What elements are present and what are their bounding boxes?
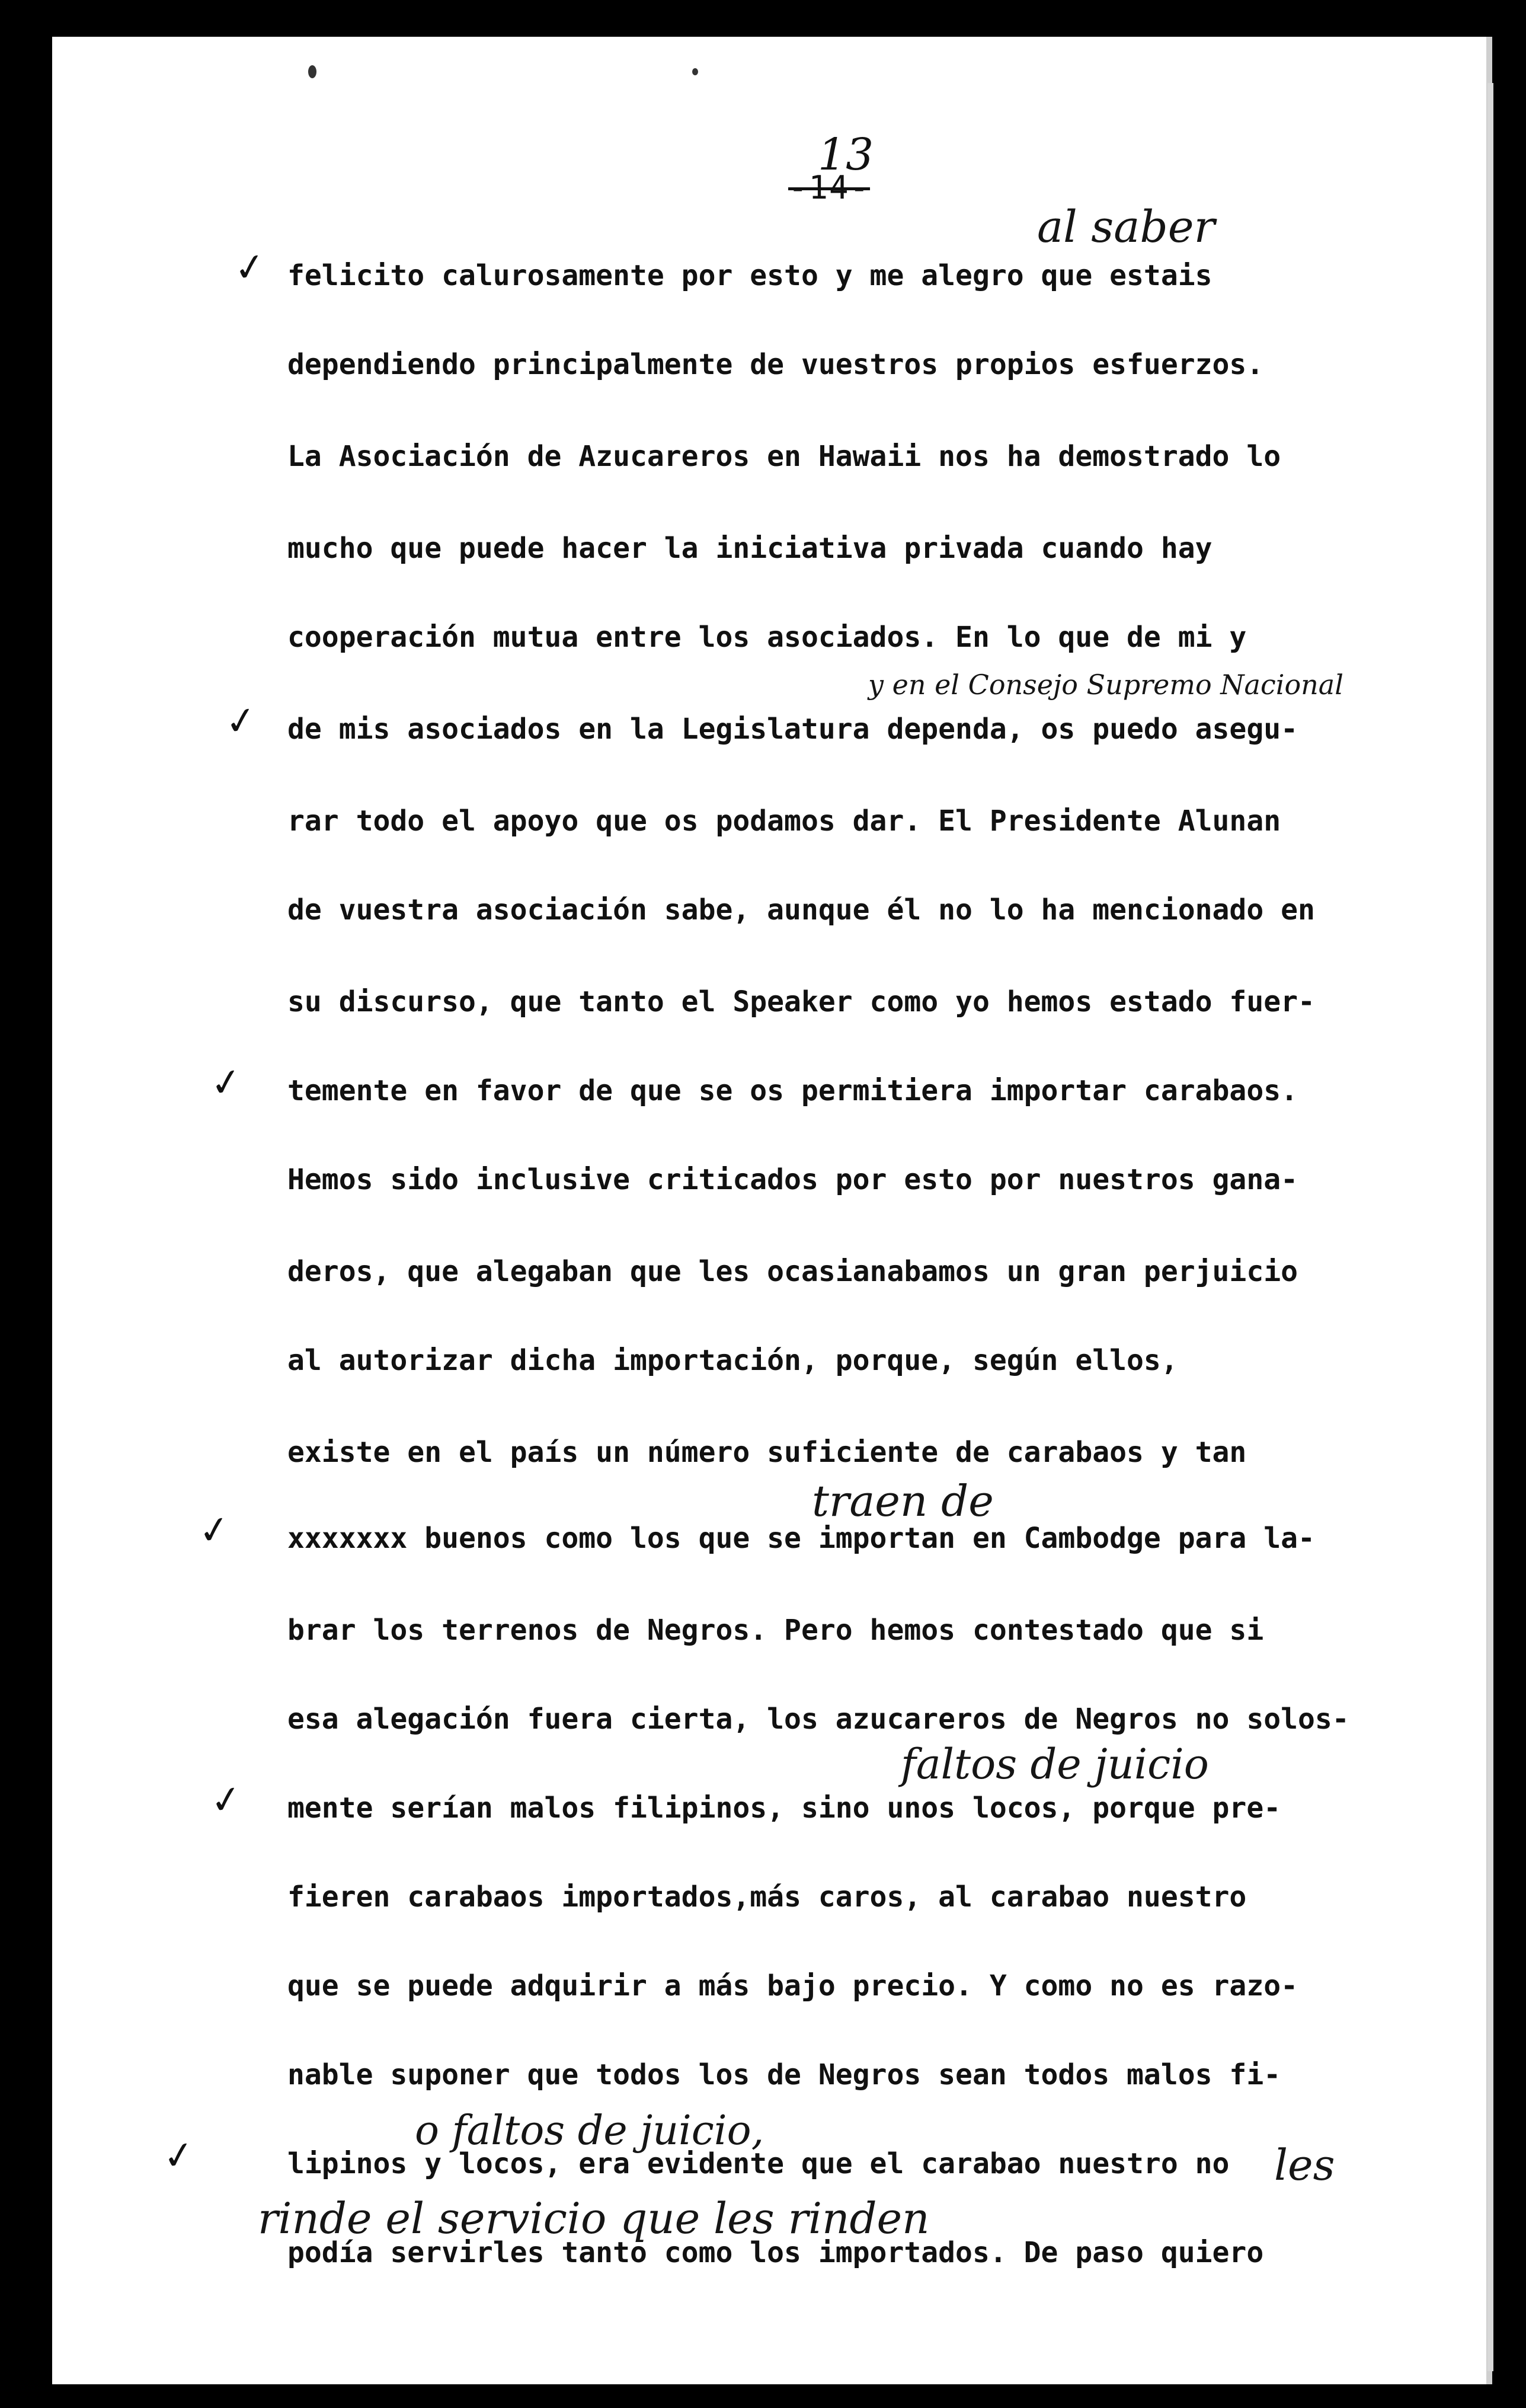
check-mark-icon: ✓ xyxy=(160,2132,198,2180)
text-line: felicito calurosamente por esto y me alegro que estais xyxy=(287,259,1213,292)
handwritten-annotation: al saber xyxy=(1037,202,1215,253)
text-line: lipinos y locos, era evidente que el carabao nuestro no xyxy=(287,2147,1230,2180)
check-mark-icon: ✓ xyxy=(207,1059,245,1107)
check-mark-icon: ✓ xyxy=(231,244,269,292)
text-line: dependiendo principalmente de vuestros propios esfuerzos. xyxy=(287,348,1264,381)
handwritten-annotation: o faltos de juicio, xyxy=(415,2107,764,2154)
text-line: brar los terrenos de Negros. Pero hemos contestado que si xyxy=(287,1614,1264,1647)
text-line: al autorizar dicha importación, porque, según ellos, xyxy=(287,1344,1178,1377)
text-line: cooperación mutua entre los asociados. En lo que de mi y xyxy=(287,621,1247,654)
paper-speck xyxy=(308,65,316,78)
text-line: rar todo el apoyo que os podamos dar. El Presidente Alunan xyxy=(287,804,1281,838)
document-page xyxy=(52,37,1492,2384)
check-mark-icon: ✓ xyxy=(196,1506,233,1555)
text-line: de vuestra asociación sabe, aunque él no lo ha mencionado en xyxy=(287,893,1315,927)
text-line: podía servirles tanto como los importados. De paso quiero xyxy=(287,2236,1264,2269)
handwritten-annotation: les xyxy=(1274,2140,1335,2190)
page-number-handwritten: 13 xyxy=(818,129,874,180)
handwritten-annotation: rinde el servicio que les rinden xyxy=(258,2193,930,2243)
text-line: fieren carabaos importados,más caros, al carabao nuestro xyxy=(287,1880,1247,1914)
text-line: temente en favor de que se os permitiera importar carabaos. xyxy=(287,1074,1298,1107)
handwritten-annotation: faltos de juicio xyxy=(901,1740,1209,1789)
text-line: que se puede adquirir a más bajo precio. Y como no es razo- xyxy=(287,1969,1298,2003)
text-line: xxxxxxx buenos como los que se importan en Cambodge para la- xyxy=(287,1522,1315,1555)
handwritten-annotation: y en el Consejo Supremo Nacional xyxy=(868,669,1343,701)
check-mark-icon: ✓ xyxy=(207,1776,245,1825)
text-line: de mis asociados en la Legislatura dependa, os puedo asegu- xyxy=(287,713,1298,746)
text-line: su discurso, que tanto el Speaker como yo hemos estado fuer- xyxy=(287,985,1315,1018)
text-line: existe en el país un número suficiente de carabaos y tan xyxy=(287,1436,1247,1469)
text-line: nable suponer que todos los de Negros sean todos malos fi- xyxy=(287,2058,1281,2091)
text-line: La Asociación de Azucareros en Hawaii nos ha demostrado lo xyxy=(287,440,1281,473)
paper-speck xyxy=(692,68,698,75)
handwritten-annotation: traen de xyxy=(812,1476,994,1526)
text-line: Hemos sido inclusive criticados por esto por nuestros gana- xyxy=(287,1163,1298,1196)
page-edge xyxy=(1487,83,1493,2371)
check-mark-icon: ✓ xyxy=(222,697,260,746)
text-line: mente serían malos filipinos, sino unos locos, porque pre- xyxy=(287,1791,1281,1825)
page-number-typed: -14- xyxy=(788,169,871,206)
text-line: deros, que alegaban que les ocasianabamos un gran perjuicio xyxy=(287,1255,1298,1288)
text-line: mucho que puede hacer la iniciativa privada cuando hay xyxy=(287,532,1213,565)
text-line: esa alegación fuera cierta, los azucareros de Negros no solos- xyxy=(287,1703,1349,1736)
